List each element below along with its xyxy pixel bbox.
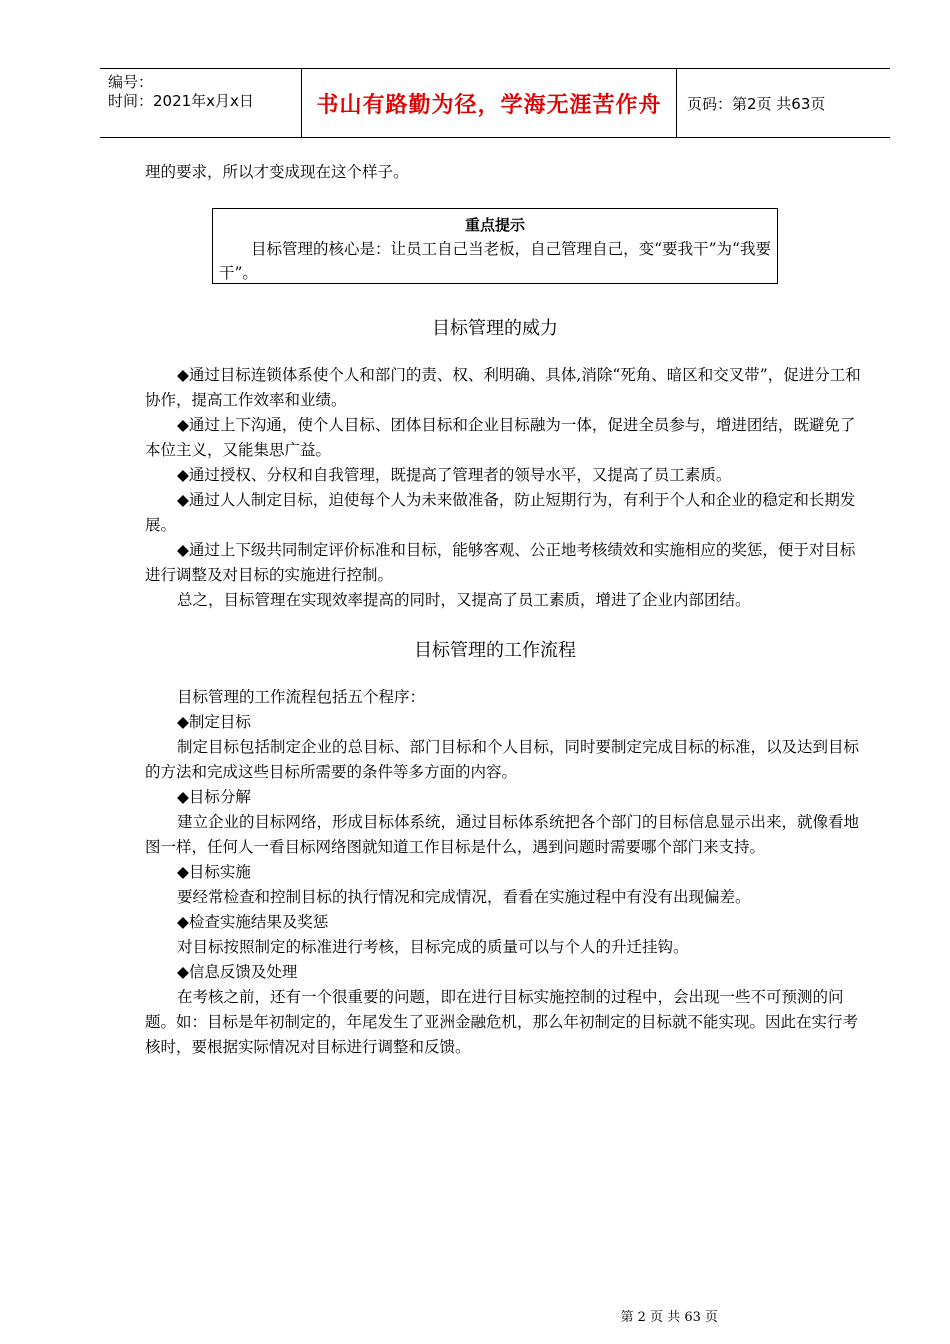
key-tip-box (212, 208, 778, 284)
serial-label: 编号： (108, 73, 154, 91)
tip-text: 目标管理的核心是：让员工自己当老板，自己管理自己，变“要我干”为“我要干”。 (219, 240, 771, 282)
intro-line: 理的要求，所以才变成现在这个样子。 (145, 163, 409, 181)
step-heading: ◆信息反馈及处理 (177, 963, 298, 981)
tip-title: 重点提示 (464, 216, 525, 234)
header-slogan-cell (302, 69, 677, 137)
power-paragraph: ◆通过人人制定目标，迫使每个人为未来做准备，防止短期行为，有利于个人和企业的稳定和长期发展。 (145, 491, 856, 534)
workflow-intro: 目标管理的工作流程包括五个程序： (177, 688, 426, 706)
section2-body (145, 685, 865, 1060)
step-text: 在考核之前，还有一个很重要的问题，即在进行目标实施控制的过程中，会出现一些不可预测的问题。如：目标是年初制定的，年尾发生了亚洲金融危机，那么年初制定的目标就不能实现。因此在实行考核时，要根据实际情况对目标进行调整和反馈。 (145, 988, 859, 1056)
power-paragraph: ◆通过上下沟通，使个人目标、团体目标和企业目标融为一体，促进全员参与，增进团结，既避免了本位主义，又能集思广益。 (145, 416, 856, 459)
section-title-workflow: 目标管理的工作流程 (414, 640, 576, 661)
section1-body (145, 363, 865, 613)
step-text: 对目标按照制定的标准进行考核，目标完成的质量可以与个人的升迁挂钩。 (177, 938, 689, 956)
step-heading: ◆目标分解 (177, 788, 251, 806)
step-heading: ◆检查实施结果及奖惩 (177, 913, 329, 931)
document-header (100, 68, 890, 138)
power-paragraph: ◆通过目标连锁体系使个人和部门的责、权、利明确、具体,消除“死角、暗区和交叉带”，促进分工和协作，提高工作效率和业绩。 (145, 366, 861, 409)
step-text: 制定目标包括制定企业的总目标、部门目标和个人目标，同时要制定完成目标的标准，以及达到目标的方法和完成这些目标所需要的条件等多方面的内容。 (145, 738, 860, 781)
step-heading: ◆目标实施 (177, 863, 251, 881)
header-slogan: 书山有路勤为径，学海无涯苦作舟 (316, 91, 662, 118)
header-meta (100, 69, 302, 137)
header-page-info-cell (677, 69, 890, 137)
power-paragraph: ◆通过授权、分权和自我管理，既提高了管理者的领导水平，又提高了员工素质。 (177, 466, 732, 484)
footer-page-number: 第 2 页 共 63 页 (620, 1310, 718, 1325)
step-text: 要经常检查和控制目标的执行情况和完成情况，看看在实施过程中有没有出现偏差。 (177, 888, 751, 906)
intro-block (145, 160, 865, 185)
header-page-info: 页码：第2页 共63页 (687, 94, 826, 113)
power-paragraph: ◆通过上下级共同制定评价标准和目标，能够客观、公正地考核绩效和实施相应的奖惩，便于对目标进行调整及对目标的实施进行控制。 (145, 541, 856, 584)
date-label: 时间：2021年x月x日 (108, 92, 254, 110)
power-summary: 总之，目标管理在实现效率提高的同时，又提高了员工素质，增进了企业内部团结。 (177, 591, 751, 609)
page-footer (0, 1306, 950, 1325)
step-heading: ◆制定目标 (177, 713, 251, 731)
step-text: 建立企业的目标网络，形成目标体系统，通过目标体系统把各个部门的目标信息显示出来，就像看地图一样，任何人一看目标网络图就知道工作目标是什么，遇到问题时需要哪个部门来支持。 (145, 813, 860, 856)
section-title-power: 目标管理的威力 (432, 318, 558, 339)
